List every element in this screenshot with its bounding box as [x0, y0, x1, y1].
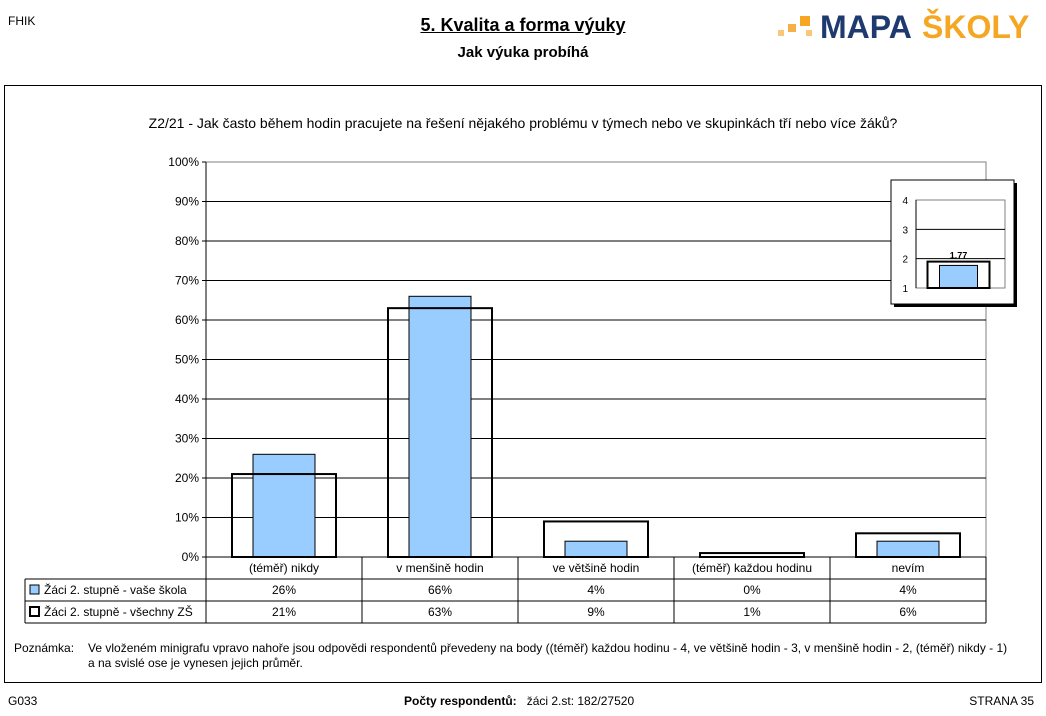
data-label: 4%: [587, 583, 605, 597]
bar-school: [565, 541, 627, 557]
data-label: 26%: [271, 583, 297, 597]
y-tick-label: 80%: [174, 234, 199, 248]
bar-school: [877, 541, 939, 557]
respondent-counts-value: žáci 2.st: 182/27520: [526, 694, 635, 708]
section-title: 5. Kvalita a forma výuky: [420, 15, 626, 35]
category-label: (téměř) každou hodinu: [691, 561, 813, 575]
category-label: ve většině hodin: [552, 561, 640, 575]
page-number: STRANA 35: [969, 694, 1034, 708]
inset-y-tick-label: 3: [902, 225, 908, 237]
y-tick-label: 60%: [174, 313, 199, 327]
chart-title: Z2/21 - Jak často během hodin pracujete na řešení nějakého problému v týmech nebo ve skupinkách tří nebo více žáků?: [148, 115, 898, 131]
y-tick-label: 10%: [174, 510, 199, 525]
y-tick-label: 20%: [174, 471, 199, 485]
category-label: (téměř) nikdy: [248, 561, 320, 575]
respondent-counts: [404, 694, 634, 708]
logo-text-right: ŠKOLY: [922, 9, 1030, 44]
bar-school: [253, 454, 315, 557]
y-tick-label: 90%: [174, 194, 199, 209]
school-code: FHIK: [8, 14, 36, 28]
data-label: 66%: [427, 583, 453, 597]
category-label: nevím: [891, 561, 925, 575]
y-tick-label: 50%: [174, 352, 199, 367]
y-tick-label: 70%: [174, 273, 199, 288]
respondent-counts-label: Počty respondentů:: [404, 694, 517, 708]
note-line-1: Ve vloženém minigrafu vpravo nahoře jsou odpovědi respondentů převedeny na body ((téměř) každou hodinu - 4, ve většině hodin - 3, v menšině hodin - 2, (téměř) nikdy - 1): [88, 641, 1008, 655]
legend-swatch-all: [30, 607, 39, 616]
data-label: 9%: [587, 605, 605, 619]
data-label: 6%: [899, 605, 917, 619]
legend-label: Žáci 2. stupně - vaše škola: [44, 583, 187, 597]
inset-value-label: 1.77: [949, 250, 968, 261]
footer-code: G033: [8, 694, 38, 708]
inset-bar-school: [940, 265, 978, 288]
data-label: 0%: [743, 583, 761, 597]
data-label: 1%: [743, 605, 761, 619]
y-tick-label: 0%: [181, 550, 199, 564]
data-label: 4%: [899, 583, 917, 597]
legend-label: Žáci 2. stupně - všechny ZŠ: [44, 605, 193, 619]
y-tick-label: 30%: [174, 431, 199, 446]
data-label: 63%: [427, 605, 453, 619]
y-tick-label: 40%: [174, 392, 199, 406]
bar-school: [409, 296, 471, 557]
inset-y-tick-label: 4: [902, 196, 908, 207]
data-label: 21%: [271, 605, 297, 619]
legend-swatch-school: [30, 585, 39, 594]
inset-y-tick-label: 1: [902, 284, 908, 295]
note-label: Poznámka:: [14, 641, 75, 655]
y-tick-label: 100%: [168, 155, 199, 169]
section-subtitle: Jak výuka probíhá: [457, 44, 589, 61]
note-line-2: a na svislé ose je vynesen jejich průměr.: [88, 656, 303, 670]
logo-text-left: MAPA: [820, 9, 912, 44]
category-label: v menšině hodin: [396, 561, 484, 575]
inset-y-tick-label: 2: [902, 254, 908, 266]
